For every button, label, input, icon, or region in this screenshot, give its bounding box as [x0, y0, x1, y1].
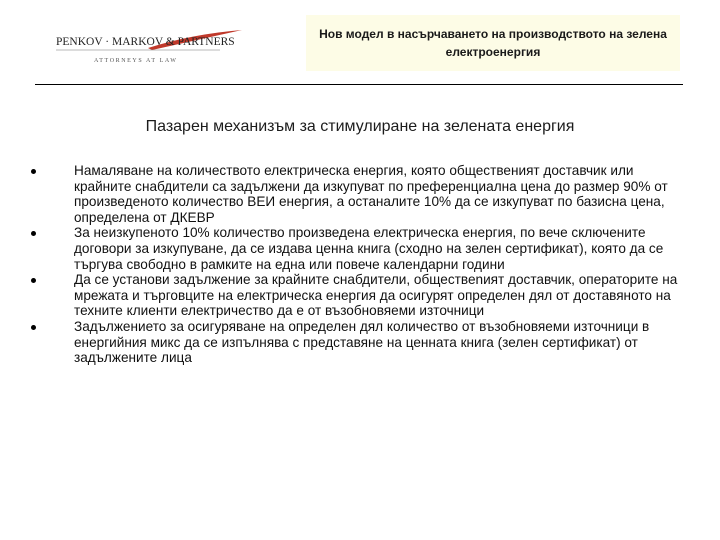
bullet-list	[26, 163, 680, 366]
bullet-item-3	[26, 272, 680, 319]
logo-graphic	[52, 28, 252, 72]
header-divider	[35, 84, 683, 85]
bullet-text: Да се установи задължение за крайните снабдители, обществеnият доставчик, операторите на мрежата и търговците на електрическа енергия да осигурят определен дял от доставяното на техните клиенти електричество да е от възобновяеми източници	[74, 272, 678, 319]
bullet-text: Задължението за осигуряване на определен дял количество от възобновяеми източници в енергийния микс да се изпълнява с представяне на ценната книга (зелен сертификат) от задължените лица	[74, 318, 650, 366]
slide-title: Нов модел в насърчаването на производството на зелена електроенергия	[319, 27, 667, 59]
bullet-marker	[31, 325, 36, 330]
logo-firm-name: PENKOV · MARKOV & PARTNERS	[56, 36, 235, 48]
bullet-text: За неизкупеното 10% количество произведена електрическа енергия, по вече сключените договори за изкупуване, да се издава ценна книга (сходно на зелен сертификат), която да се търгува свободно в рамките на една или повече календарни години	[74, 225, 664, 272]
bullet-marker	[31, 169, 36, 174]
logo-tagline: ATTORNEYS AT LAW	[94, 58, 178, 64]
bullet-item-4	[26, 319, 680, 366]
bullet-item-1	[26, 163, 680, 225]
slide-title-box	[306, 15, 680, 71]
bullet-marker	[31, 231, 36, 236]
bullet-marker	[31, 278, 36, 283]
bullet-text: Намаляване на количеството електрическа енергия, която общественият доставчик или крайните снабдители са задължени да изкупуват по преференциална цена до размер 90% от произведеното количество ВЕИ енергия, а останалите 10% да се изкупуват по базисна цена, определена от ДКЕВР	[74, 163, 668, 225]
section-heading: Пазарен механизъм за стимулиране на зелената енергия	[145, 118, 575, 135]
bullet-item-2	[26, 225, 680, 272]
firm-logo	[52, 28, 252, 72]
